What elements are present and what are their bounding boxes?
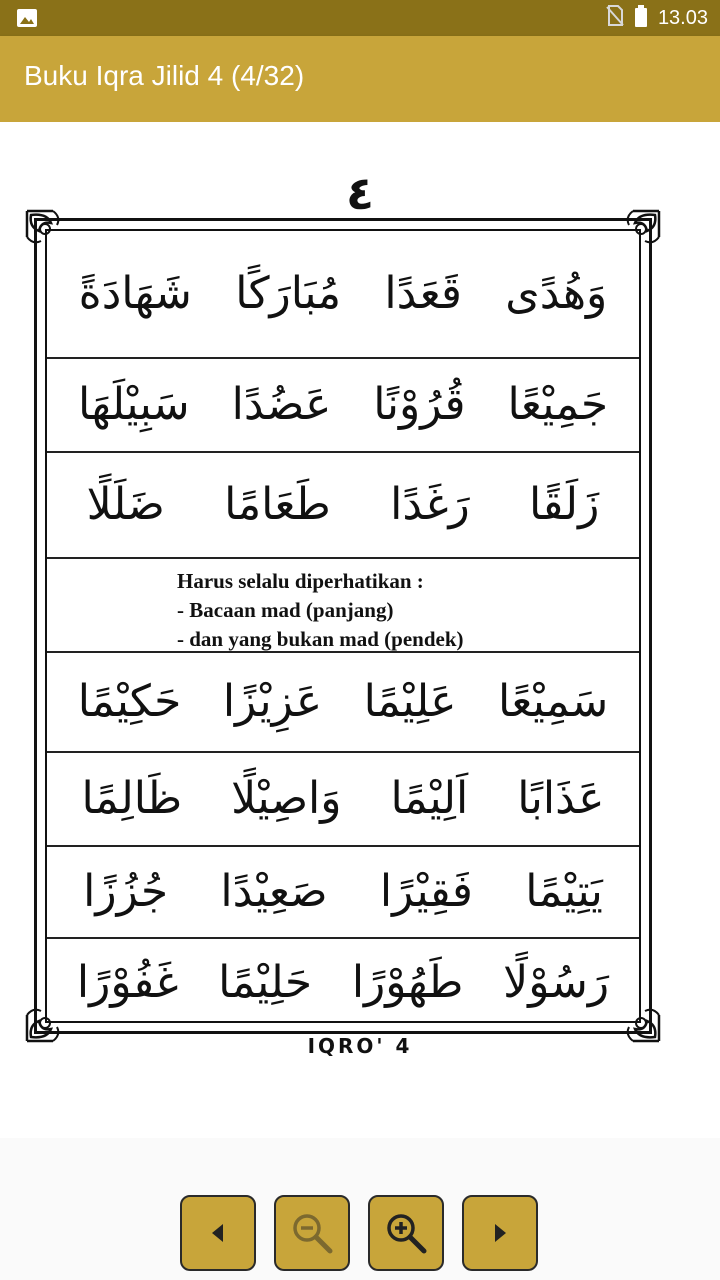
arabic-word: طَهُوْرًا	[351, 957, 464, 1008]
image-notification-icon	[16, 8, 38, 28]
no-sim-icon	[606, 5, 624, 31]
arabic-word: فَقِيْرًا	[379, 866, 473, 917]
arabic-word: اَلِيْمًا	[390, 773, 469, 824]
zoom-out-button[interactable]	[274, 1195, 350, 1271]
arabic-word: حَلِيْمًا	[218, 957, 313, 1008]
arabic-word: يَتِيْمًا	[525, 866, 603, 917]
arabic-word: قُرُوْنًا	[373, 379, 466, 430]
triangle-left-icon	[208, 1221, 228, 1245]
zoom-in-button[interactable]	[368, 1195, 444, 1271]
arabic-word: سَبِيْلَهَا	[77, 379, 190, 430]
word-row	[47, 453, 639, 559]
status-bar	[0, 0, 720, 36]
status-time: 13.03	[657, 6, 708, 29]
word-row	[47, 359, 639, 453]
arabic-word: عَزِيْزًا	[222, 676, 323, 727]
word-row	[47, 231, 639, 359]
arabic-word: مُبَارَكًا	[235, 268, 342, 319]
arabic-word: جَمِيْعًا	[507, 379, 609, 430]
arabic-word: عَضُدًا	[231, 379, 332, 430]
arabic-word: رَسُوْلًا	[503, 957, 610, 1008]
arabic-word: جُزُزًا	[83, 866, 169, 917]
arabic-word: وَهُدًى	[505, 268, 608, 319]
page-frame	[34, 218, 652, 1034]
arabic-word: صَعِيْدًا	[220, 866, 328, 917]
app-bar	[0, 36, 720, 122]
app-title: Buku Iqra Jilid 4 (4/32)	[24, 60, 305, 91]
book-footer-label: IQRO' 4	[307, 1034, 413, 1058]
note-line: - dan yang bukan mad (pendek)	[177, 627, 464, 651]
arabic-word: عَلِيْمًا	[363, 676, 457, 727]
arabic-word: ظَالِمًا	[81, 773, 183, 824]
word-row	[47, 847, 639, 939]
book-page	[0, 122, 720, 1138]
battery-icon	[634, 5, 648, 31]
triangle-right-icon	[490, 1221, 510, 1245]
arabic-word: رَغَدًا	[390, 479, 470, 530]
arabic-word: طَعَامًا	[224, 479, 331, 530]
word-row	[47, 653, 639, 753]
status-icons	[606, 0, 708, 36]
arabic-word: ضَلَلًا	[86, 479, 165, 530]
word-row	[47, 939, 639, 1027]
zoom-out-icon	[290, 1211, 334, 1255]
navigation-controls	[0, 1138, 720, 1280]
zoom-in-icon	[384, 1211, 428, 1255]
arabic-word: عَذَابًا	[517, 773, 605, 824]
word-row	[47, 753, 639, 847]
note-line: - Bacaan mad (panjang)	[177, 598, 394, 622]
word-table	[45, 229, 641, 1023]
next-page-button[interactable]	[462, 1195, 538, 1271]
arabic-word: غَفُوْرًا	[76, 957, 179, 1008]
arabic-word: حَكِيْمًا	[77, 676, 182, 727]
previous-page-button[interactable]	[180, 1195, 256, 1271]
arabic-word: شَهَادَةً	[78, 268, 192, 319]
note-heading: Harus selalu diperhatikan :	[177, 569, 424, 593]
reading-note	[47, 559, 639, 653]
arabic-word: زَلَقًا	[529, 479, 600, 530]
page-number: ٤	[345, 166, 375, 220]
arabic-word: سَمِيْعًا	[498, 676, 609, 727]
arabic-word: وَاصِيْلًا	[231, 773, 342, 824]
arabic-word: قَعَدًا	[384, 268, 462, 319]
